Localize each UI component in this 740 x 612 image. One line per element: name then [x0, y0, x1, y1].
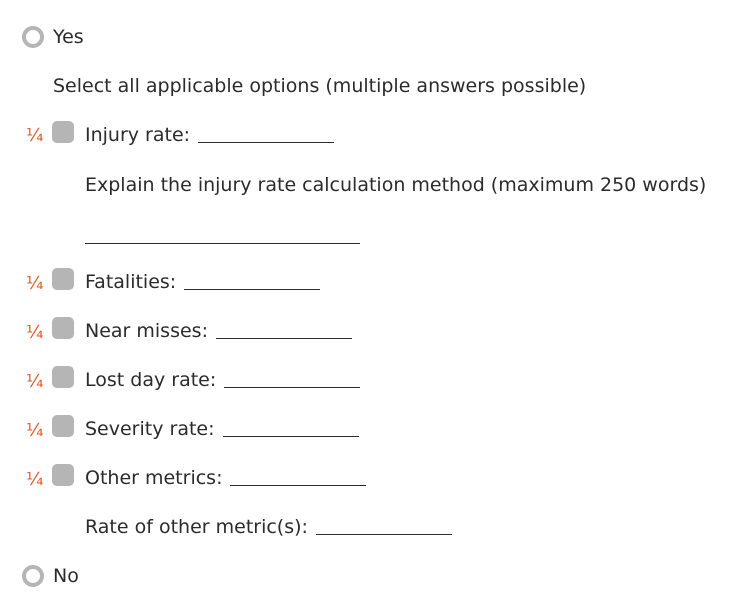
explain-injury-input[interactable] — [85, 242, 360, 244]
injury-rate-checkbox[interactable] — [52, 121, 74, 143]
yes-option — [53, 23, 84, 51]
explain-injury-text — [85, 171, 706, 199]
injury-rate-row — [85, 121, 334, 149]
score-fraction: ¼ — [26, 469, 44, 490]
fatalities-label: Fatalities: — [85, 271, 177, 293]
other-metrics-label: Other metrics: — [85, 467, 223, 489]
near-misses-input[interactable] — [216, 320, 352, 339]
no-label: No — [53, 565, 79, 587]
instruction-text — [53, 72, 586, 100]
score-fraction: ¼ — [26, 125, 44, 146]
near-misses-label: Near misses: — [85, 320, 208, 342]
no-option — [53, 562, 79, 590]
severity-rate-row — [85, 415, 359, 443]
fatalities-row — [85, 268, 320, 296]
score-fraction: ¼ — [26, 371, 44, 392]
explain-injury-label: Explain the injury rate calculation method (maximum 250 words) — [85, 174, 707, 196]
instruction-label: Select all applicable options (multiple answers possible) — [53, 75, 587, 97]
lost-day-rate-checkbox[interactable] — [52, 366, 74, 388]
other-metrics-row — [85, 464, 366, 492]
fatalities-checkbox[interactable] — [52, 268, 74, 290]
score-fraction: ¼ — [26, 322, 44, 343]
lost-day-rate-row — [85, 366, 360, 394]
lost-day-rate-input[interactable] — [224, 369, 360, 388]
injury-rate-input[interactable] — [198, 124, 334, 143]
fatalities-input[interactable] — [184, 271, 320, 290]
other-metrics-checkbox[interactable] — [52, 464, 74, 486]
near-misses-row — [85, 317, 352, 345]
yes-label: Yes — [53, 26, 84, 48]
other-rate-input[interactable] — [316, 516, 452, 535]
other-rate-label: Rate of other metric(s): — [85, 516, 308, 538]
severity-rate-checkbox[interactable] — [52, 415, 74, 437]
lost-day-rate-label: Lost day rate: — [85, 369, 217, 391]
score-fraction: ¼ — [26, 420, 44, 441]
other-rate-row — [85, 513, 452, 541]
severity-rate-label: Severity rate: — [85, 418, 215, 440]
other-metrics-input[interactable] — [230, 467, 366, 486]
severity-rate-input[interactable] — [223, 418, 359, 437]
yes-radio[interactable] — [22, 26, 44, 48]
score-fraction: ¼ — [26, 273, 44, 294]
no-radio[interactable] — [22, 565, 44, 587]
injury-rate-label: Injury rate: — [85, 124, 191, 146]
near-misses-checkbox[interactable] — [52, 317, 74, 339]
